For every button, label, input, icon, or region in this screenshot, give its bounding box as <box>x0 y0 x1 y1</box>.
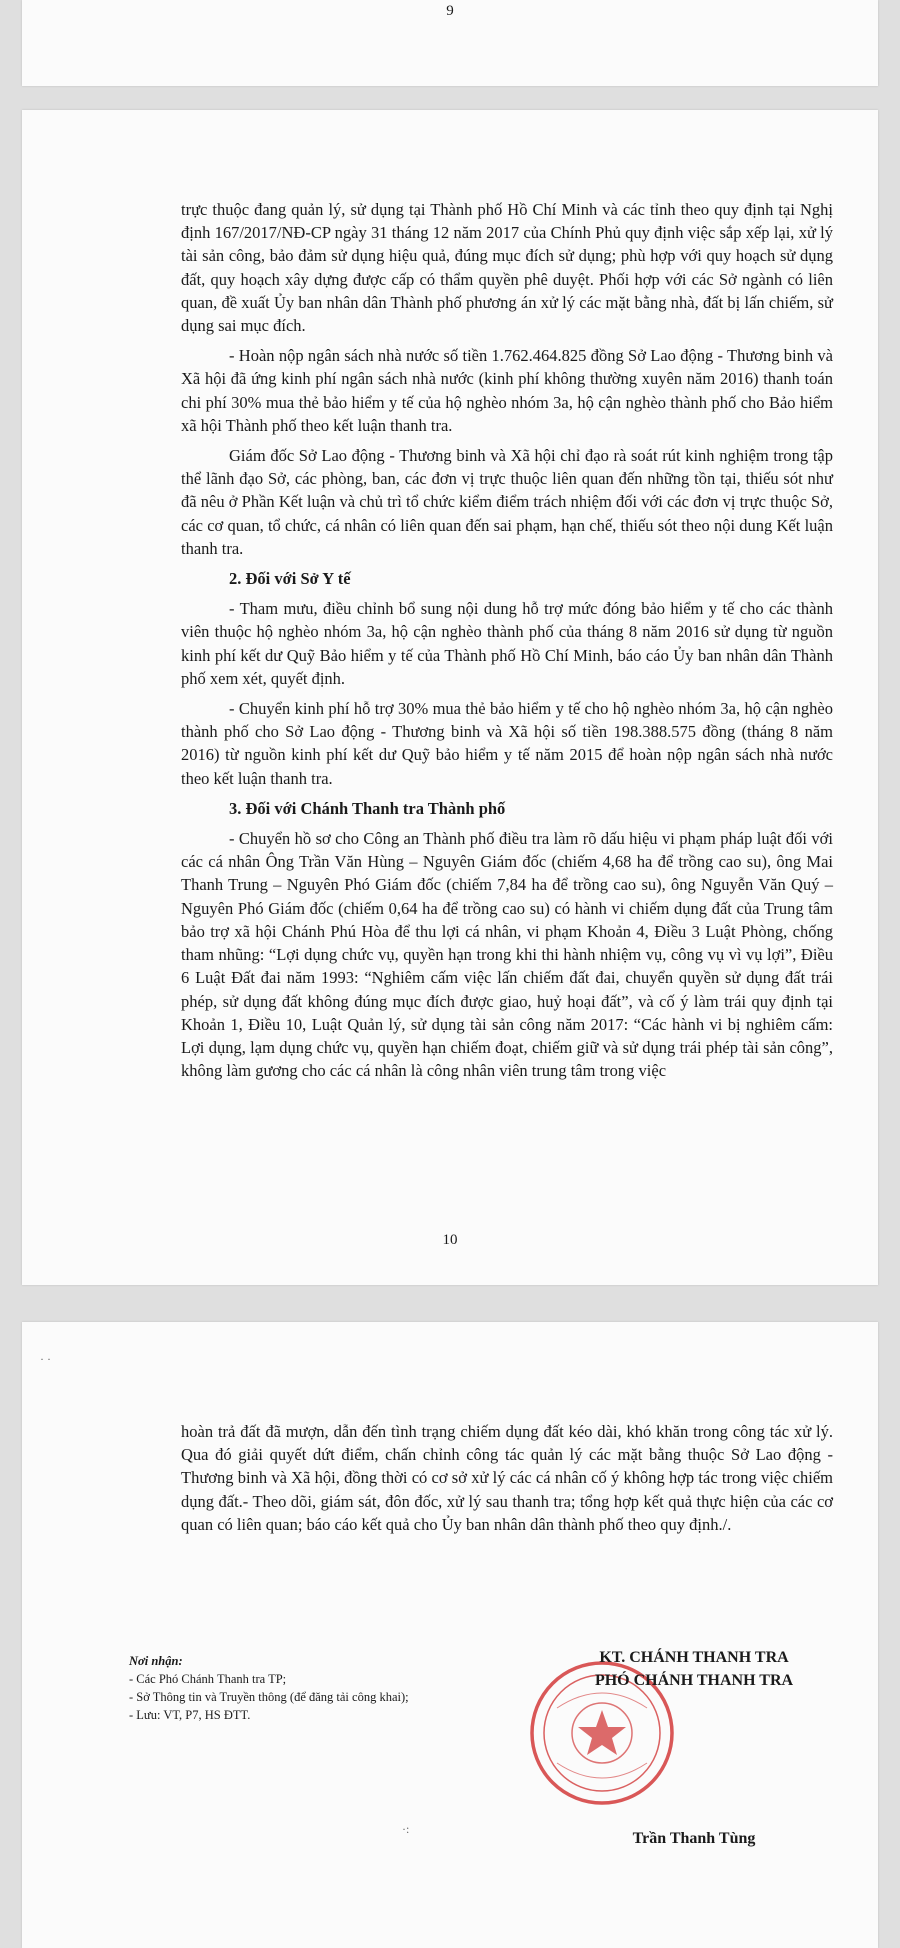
body-paragraph: Giám đốc Sở Lao động - Thương binh và Xã hội chỉ đạo rà soát rút kinh nghiệm trong tập thể lãnh đạo Sở, các phòng, ban, các đơn vị trực thuộc liên quan đến những tồn tại, thiếu sót như đã nêu ở Phần Kết luận và chủ trì tổ chức kiểm điểm trách nhiệm đối với các đơn vị trực thuộc Sở, các cơ quan, tổ chức, cá nhân có liên quan đến sai phạm, hạn chế, thiếu sót theo nội dung Kết luận thanh tra. <box>181 446 833 558</box>
section-heading: 2. Đối với Sở Y tế <box>229 569 351 589</box>
recipient-item: - Lưu: VT, P7, HS ĐTT. <box>129 1708 251 1722</box>
signer-name: Trần Thanh Tùng <box>632 1830 756 1847</box>
page-number: 10 <box>442 1232 458 1248</box>
scan-speck: ·: <box>402 1822 410 1836</box>
scan-speck: · · <box>40 1352 51 1366</box>
body-paragraph: - Hoàn nộp ngân sách nhà nước số tiền 1.762.464.825 đồng Sở Lao động - Thương binh và Xã hội đã ứng kinh phí ngân sách nhà nước (kinh phí không thường xuyên năm 2016) thanh toán chi phí 30% mua thẻ bảo hiểm y tế của hộ nghèo nhóm 3a, hộ cận nghèo thành phố cho Bảo hiểm xã hội Thành phố theo kết luận thanh tra. <box>181 346 833 435</box>
page-9-fragment <box>22 0 878 86</box>
page-11-body <box>181 1420 833 1543</box>
signer-title-2: PHÓ CHÁNH THANH TRA <box>594 1672 794 1689</box>
body-paragraph: trực thuộc đang quản lý, sử dụng tại Thành phố Hồ Chí Minh và các tỉnh theo quy định tại Nghị định 167/2017/NĐ-CP ngày 31 tháng 12 năm 2017 của Chính Phủ quy định việc sắp xếp lại, xử lý tài sản công, bảo đảm sử dụng hiệu quả, đúng mục đích sử dụng; phù hợp với quy hoạch sử dụng đất, quy hoạch xây dựng được cấp có thẩm quyền phê duyệt. Phối hợp với các Sở ngành có liên quan, đề xuất Ủy ban nhân dân Thành phố phương án xử lý các mặt bằng nhà, đất bị lấn chiếm, sử dụng sai mục đích. <box>181 200 833 336</box>
body-paragraph: - Tham mưu, điều chỉnh bổ sung nội dung hỗ trợ mức đóng bảo hiểm y tế cho các thành viên thuộc hộ nghèo nhóm 3a, hộ cận nghèo thành phố của tháng 8 năm 2016 sử dụng từ nguồn kinh phí kết dư Quỹ Bảo hiểm y tế của Thành phố Hồ Chí Minh, báo cáo Ủy ban nhân dân Thành phố xem xét, quyết định. <box>181 599 833 688</box>
section-heading: 3. Đối với Chánh Thanh tra Thành phố <box>229 798 506 818</box>
recipients-block <box>129 1652 549 1724</box>
closing-paragraph: hoàn trả đất đã mượn, dẫn đến tình trạng chiếm dụng đất kéo dài, khó khăn trong công tác xử lý. Qua đó giải quyết dứt điểm, chấn chỉnh công tác quản lý các mặt bằng thuộc Sở Lao động - Thương binh và Xã hội, đồng thời có cơ sở xử lý các cá nhân cố ý không hợp tác trong việc chiếm dụng đất.- Theo dõi, giám sát, đôn đốc, xử lý sau thanh tra; tổng hợp kết quả thực hiện của các cơ quan có liên quan; báo cáo kết quả cho Ủy ban nhân dân thành phố theo quy định./. <box>181 1422 833 1534</box>
recipients-title: Nơi nhận: <box>129 1654 183 1668</box>
recipient-item: - Các Phó Chánh Thanh tra TP; <box>129 1672 287 1686</box>
page-10 <box>22 110 878 1285</box>
page-10-body <box>181 198 833 1089</box>
body-paragraph: - Chuyển hồ sơ cho Công an Thành phố điều tra làm rõ dấu hiệu vi phạm pháp luật đối với các cá nhân Ông Trần Văn Hùng – Nguyên Giám đốc (chiếm 4,68 ha để trồng cao su), ông Mai Thanh Trung – Nguyên Phó Giám đốc (chiếm 7,84 ha để trồng cao su), ông Nguyễn Văn Quý – Nguyên Phó Giám đốc (chiếm 0,64 ha để trồng cao su) có hành vi chiếm dụng đất của Trung tâm bảo trợ xã hội Chánh Phú Hòa để thu lợi cá nhân, vi phạm Khoản 4, Điều 3 Luật Phòng, chống tham nhũng: “Lợi dụng chức vụ, quyền hạn trong khi thi hành nhiệm vụ, công vụ vì vụ lợi”, Điều 6 Luật Đất đai năm 1993: “Nghiêm cấm việc lấn chiếm đất đai, chuyển quyền sử dụng đất trái phép, sử dụng đất không đúng mục đích được giao, huỷ hoại đất”, và cố ý làm trái quy định tại Khoản 1, Điều 10, Luật Quản lý, sử dụng tài sản công năm 2017: “Các hành vi bị nghiêm cấm: Lợi dụng, lạm dụng chức vụ, quyền hạn chiếm đoạt, chiếm giữ và sử dụng trái phép tài sản công”, không làm gương cho các cá nhân là công nhân viên trung tâm trong việc <box>181 829 833 1081</box>
signer-block <box>544 1646 844 1692</box>
body-paragraph: - Chuyển kinh phí hỗ trợ 30% mua thẻ bảo hiểm y tế cho hộ nghèo nhóm 3a, hộ cận nghèo thành phố cho Sở Lao động - Thương binh và Xã hội số tiền 198.388.575 đồng (tháng 8 năm 2016) từ nguồn kinh phí kết dư Quỹ bảo hiểm y tế năm 2015 để hoàn nộp ngân sách nhà nước theo kết luận thanh tra. <box>181 699 833 788</box>
page-number: 9 <box>446 3 454 19</box>
recipient-item: - Sở Thông tin và Truyền thông (để đăng tải công khai); <box>129 1690 409 1704</box>
signer-title-1: KT. CHÁNH THANH TRA <box>599 1649 789 1666</box>
page-11 <box>22 1322 878 1948</box>
